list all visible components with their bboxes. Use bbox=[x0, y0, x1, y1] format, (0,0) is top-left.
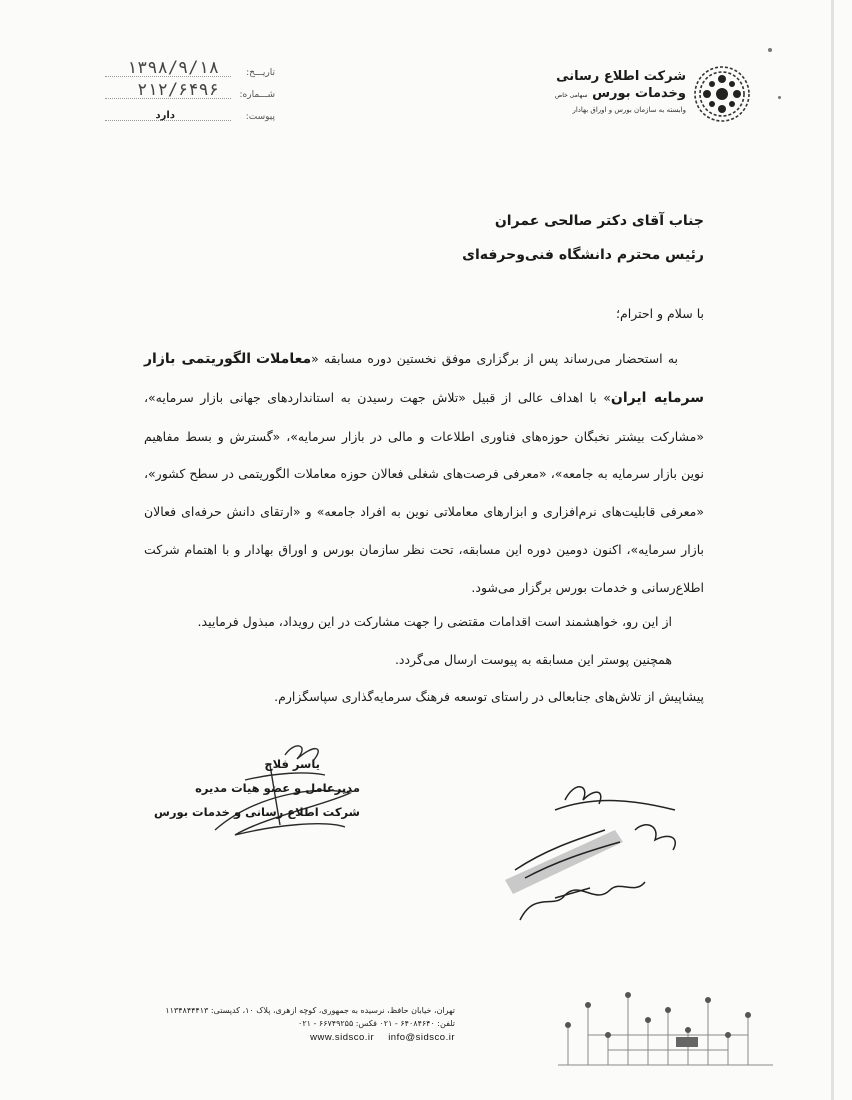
signer-title: مدیرعامل و عضو هیات مدیره bbox=[195, 781, 360, 795]
addressee-name: جناب آقای دکتر صالحی عمران bbox=[494, 213, 704, 229]
scan-speck bbox=[778, 96, 781, 99]
company-affiliation: وابسته به سازمان بورس و اوراق بهادار bbox=[572, 106, 686, 114]
company-name-line2-text: وخدمات بورس bbox=[592, 86, 686, 101]
addressee-title: رئیس محترم دانشگاه فنی‌وحرفه‌ای bbox=[462, 247, 704, 263]
attachment-label: پیوست: bbox=[245, 112, 275, 122]
letter-body bbox=[144, 340, 704, 607]
body-paragraph-3: همچنین پوستر این مسابقه به پیوست ارسال می‌گردد. bbox=[394, 652, 672, 667]
attachment-value: دارد bbox=[155, 110, 175, 121]
number-value: ۲۱۲/۶۴۹۶ bbox=[137, 80, 219, 100]
date-value: ۱۳۹۸/۹/۱۸ bbox=[126, 58, 219, 78]
footer-address: تهران، خیابان حافظ، نرسیده به جمهوری، کوچه ازهری، پلاک ۱۰، کدپستی: ۱۱۳۴۸۴۴۴۱۳ bbox=[165, 1006, 455, 1015]
greeting: با سلام و احترام؛ bbox=[616, 306, 704, 321]
body-p1-intro: به استحضار می‌رساند پس از برگزاری موفق نخستین دوره مسابقه « bbox=[311, 351, 679, 366]
scan-speck bbox=[768, 48, 772, 52]
company-tag: سهامی خاص bbox=[554, 92, 588, 99]
signature-block bbox=[154, 752, 360, 824]
letterhead-text bbox=[554, 68, 686, 116]
footer-decoration-icon bbox=[548, 985, 778, 1075]
addressee bbox=[462, 204, 704, 272]
letter-meta bbox=[95, 58, 275, 124]
number-label: شـــماره: bbox=[239, 90, 275, 100]
signer-company: شرکت اطلاع رسانی و خدمات بورس bbox=[154, 805, 360, 819]
date-row bbox=[95, 58, 275, 80]
attachment-row bbox=[95, 102, 275, 124]
signer-name: یاسر فلاح bbox=[264, 757, 320, 771]
footer-website[interactable]: www.sidsco.ir bbox=[310, 1032, 375, 1043]
company-name-line1: شرکت اطلاع رسانی bbox=[556, 69, 686, 84]
footer-email[interactable]: info@sidsco.ir bbox=[388, 1032, 455, 1043]
competition-title: معاملات الگوریتمی بازار سرمایه ایران bbox=[144, 351, 704, 406]
body-p1-rest: » با اهداف عالی از قبیل «تلاش جهت رسیدن به استانداردهای جهانی بازار سرمایه»، «مشارکت بیشتر نخبگان حوزه‌های فناوری اطلاعات و مالی در بازار سرمایه»، «گسترش و بسط مفاهیم نوین بازار سرمایه به جامعه»، «معرفی فرصت‌های شغلی فعالان حوزه معاملات الگوریتمی در سطح کشور»، «معرفی قابلیت‌های نرم‌افزاری و ابزارهای معاملاتی نوین به افراد جامعه» و «ارتقای دانش حرفه‌ای فعالان بازار سرمایه»، اکنون دومین دوره این مسابقه، تحت نظر سازمان بورس و اوراق بهادار و با اهتمام شرکت اطلاع‌رسانی و خدمات بورس برگزار می‌شود. bbox=[144, 389, 704, 595]
body-paragraph-2: از این رو، خواهشمند است اقدامات مقتضی را جهت مشارکت در این رویداد، مبذول فرمایید. bbox=[197, 614, 672, 629]
company-name-line2 bbox=[554, 85, 686, 104]
footer-contact bbox=[125, 1030, 455, 1045]
letterhead bbox=[554, 64, 752, 126]
date-label: تاریـــخ: bbox=[246, 68, 275, 78]
sidsco-logo-icon bbox=[692, 64, 752, 124]
letter-footer bbox=[125, 1004, 455, 1045]
scan-edge bbox=[831, 0, 834, 1100]
body-paragraph-1 bbox=[144, 340, 704, 607]
footer-phone: تلفن: ۶۴۰۸۴۶۴۰ - ۰۲۱ فکس: ۶۶۷۴۹۲۵۵ - ۰۲۱ bbox=[298, 1019, 455, 1028]
handwritten-annotation-icon bbox=[495, 770, 685, 930]
body-paragraph-4: پیشاپیش از تلاش‌های جنابعالی در راستای توسعه فرهنگ سرمایه‌گذاری سپاسگزارم. bbox=[274, 689, 704, 704]
number-row bbox=[95, 80, 275, 102]
